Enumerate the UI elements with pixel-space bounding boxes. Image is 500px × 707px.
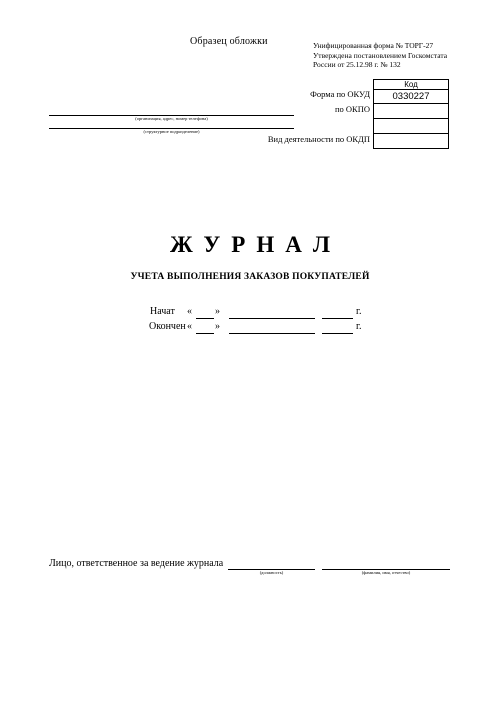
started-quote-close: »	[215, 306, 220, 317]
approval-line-2: Утверждена постановлением Госкомстата	[313, 50, 448, 60]
ended-label: Окончен	[149, 321, 186, 332]
name-caption: (фамилия, имя, отчество)	[361, 570, 411, 575]
page-title: ЖУРНАЛ	[170, 232, 341, 257]
approval-note	[313, 41, 447, 70]
started-year-suffix: г.	[356, 306, 362, 317]
approval-line-3: России от 25.12.98 г. № 132	[313, 60, 401, 69]
started-year-field[interactable]	[322, 318, 353, 319]
okpo-extra-value[interactable]	[374, 119, 448, 134]
sample-label: Образец обложки	[190, 36, 268, 47]
started-label: Начат	[150, 306, 175, 317]
responsible-label: Лицо, ответственное за ведение журнала	[49, 558, 224, 569]
ended-year-field[interactable]	[322, 333, 353, 334]
started-day-field[interactable]	[196, 318, 214, 319]
ended-day-field[interactable]	[196, 333, 214, 334]
codes-table	[373, 79, 449, 149]
ended-year-suffix: г.	[356, 321, 362, 332]
position-caption: (должность)	[259, 570, 284, 575]
started-quote-open: «	[187, 306, 192, 317]
okdp-value[interactable]	[374, 134, 448, 149]
page-subtitle: УЧЕТА ВЫПОЛНЕНИЯ ЗАКАЗОВ ПОКУПАТЕЛЕЙ	[130, 272, 370, 282]
okpo-label: по ОКПО	[334, 104, 370, 114]
ended-row	[0, 321, 500, 335]
ended-quote-open: «	[187, 321, 192, 332]
ended-quote-close: »	[215, 321, 220, 332]
okud-label: Форма по ОКУД	[310, 89, 370, 99]
okud-value[interactable]: 0330227	[373, 89, 449, 104]
okdp-label: Вид деятельности по ОКДП	[267, 134, 370, 144]
started-row	[0, 306, 500, 320]
organization-caption: (организация, адрес, номер телефона)	[135, 116, 208, 121]
okpo-value[interactable]	[374, 104, 448, 119]
division-caption: (структурное подразделение)	[143, 129, 200, 134]
approval-line-1: Унифицированная форма № ТОРГ-27	[313, 41, 434, 50]
started-month-field[interactable]	[229, 318, 315, 319]
ended-month-field[interactable]	[229, 333, 315, 334]
codes-table-head: Код	[374, 80, 448, 90]
